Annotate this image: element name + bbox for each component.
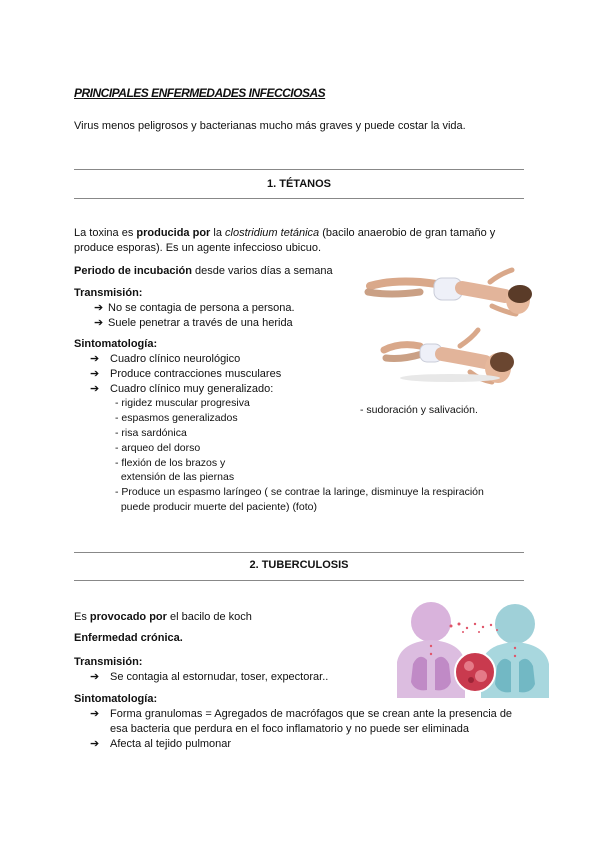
incubation-text: desde varios días a semana	[191, 265, 333, 277]
text-run: La toxina es	[74, 227, 137, 239]
list-item	[90, 382, 273, 397]
tetanus-figures-image	[360, 262, 532, 402]
section-heading-tetanos: 1. TÉTANOS	[267, 178, 331, 190]
arrow-icon: ➔	[90, 671, 100, 683]
tuberculosis-transmission-illustration	[393, 602, 553, 698]
side-note: - sudoración y salivación.	[360, 404, 478, 416]
list-item-text: Afecta al tejido pulmonar	[110, 738, 232, 750]
sub-list-item: - flexión de los brazos y	[115, 457, 226, 469]
list-item-text: Suele penetrar a través de una herida	[108, 317, 293, 329]
text-run: la	[210, 227, 226, 239]
tb-lungs-image	[393, 602, 553, 698]
list-item-text: Forma granulomas = Agregados de macrófagos que se crean ante la presencia de	[110, 708, 513, 720]
list-item-text: Cuadro clínico neurológico	[110, 353, 241, 365]
document-title: PRINCIPALES ENFERMEDADES INFECCIOSAS	[74, 86, 326, 100]
text-run-bold: provocado por	[89, 611, 167, 623]
divider	[74, 580, 524, 581]
list-item	[90, 670, 328, 685]
list-item	[90, 707, 512, 722]
arrow-icon: ➔	[94, 317, 104, 329]
sub-list-item: - rigidez muscular progresiva	[115, 397, 250, 409]
tb-symptoms-label: Sintomatología:	[74, 693, 158, 705]
sub-list-item: puede producir muerte del paciente) (foto)	[115, 501, 317, 513]
list-item-text: No se contagia de persona a persona.	[108, 302, 295, 314]
tetanos-transmission-label: Transmisión:	[74, 287, 143, 299]
list-item	[90, 352, 240, 367]
sub-list-item: - arqueo del dorso	[115, 442, 201, 454]
tetanos-toxin-paragraph	[74, 226, 524, 256]
intro-text: Virus menos peligrosos y bacterianas mucho más graves y puede costar la vida.	[74, 120, 466, 132]
sub-list-item: - risa sardónica	[115, 427, 187, 439]
text-run-bold: producida por	[136, 227, 211, 239]
tb-chronic: Enfermedad crónica.	[74, 632, 183, 644]
sub-list-item: extensión de las piernas	[115, 471, 235, 483]
tetanos-symptoms-label: Sintomatología:	[74, 338, 158, 350]
text-run: Es	[74, 611, 90, 623]
divider	[74, 552, 524, 553]
text-run: (bacilo anaerobio de gran tamaño y produce esporas). Es un agente infeccioso ubicuo.	[74, 227, 496, 254]
tetanus-patient-illustration	[360, 262, 532, 402]
tb-transmission-label: Transmisión:	[74, 656, 143, 668]
arrow-icon: ➔	[90, 368, 100, 380]
text-run: el bacilo de koch	[166, 611, 252, 623]
list-item	[90, 367, 281, 382]
divider	[74, 198, 524, 199]
list-item	[94, 301, 295, 316]
arrow-icon: ➔	[90, 353, 100, 365]
arrow-icon: ➔	[90, 708, 100, 720]
tetanos-incubation	[74, 264, 333, 279]
list-item-text: Produce contracciones musculares	[110, 368, 282, 380]
list-item	[90, 737, 231, 752]
divider	[74, 169, 524, 170]
sub-list-item: - espasmos generalizados	[115, 412, 238, 424]
section-heading-tuberculosis: 2. TUBERCULOSIS	[249, 559, 349, 571]
list-item-text: Se contagia al estornudar, toser, expectorar..	[110, 671, 329, 683]
list-item-continuation: esa bacteria que perdura en el foco inflamatorio y no puede ser eliminada	[110, 723, 469, 735]
incubation-label: Periodo de incubación	[74, 265, 192, 277]
tb-cause	[74, 610, 252, 625]
arrow-icon: ➔	[90, 383, 100, 395]
list-item-text: Cuadro clínico muy generalizado:	[110, 383, 274, 395]
arrow-icon: ➔	[94, 302, 104, 314]
sub-list-item: - Produce un espasmo laríngeo ( se contrae la laringe, disminuye la respiración	[115, 486, 484, 498]
text-run-italic: clostridium tetánica	[225, 227, 320, 239]
list-item	[94, 316, 293, 331]
arrow-icon: ➔	[90, 738, 100, 750]
